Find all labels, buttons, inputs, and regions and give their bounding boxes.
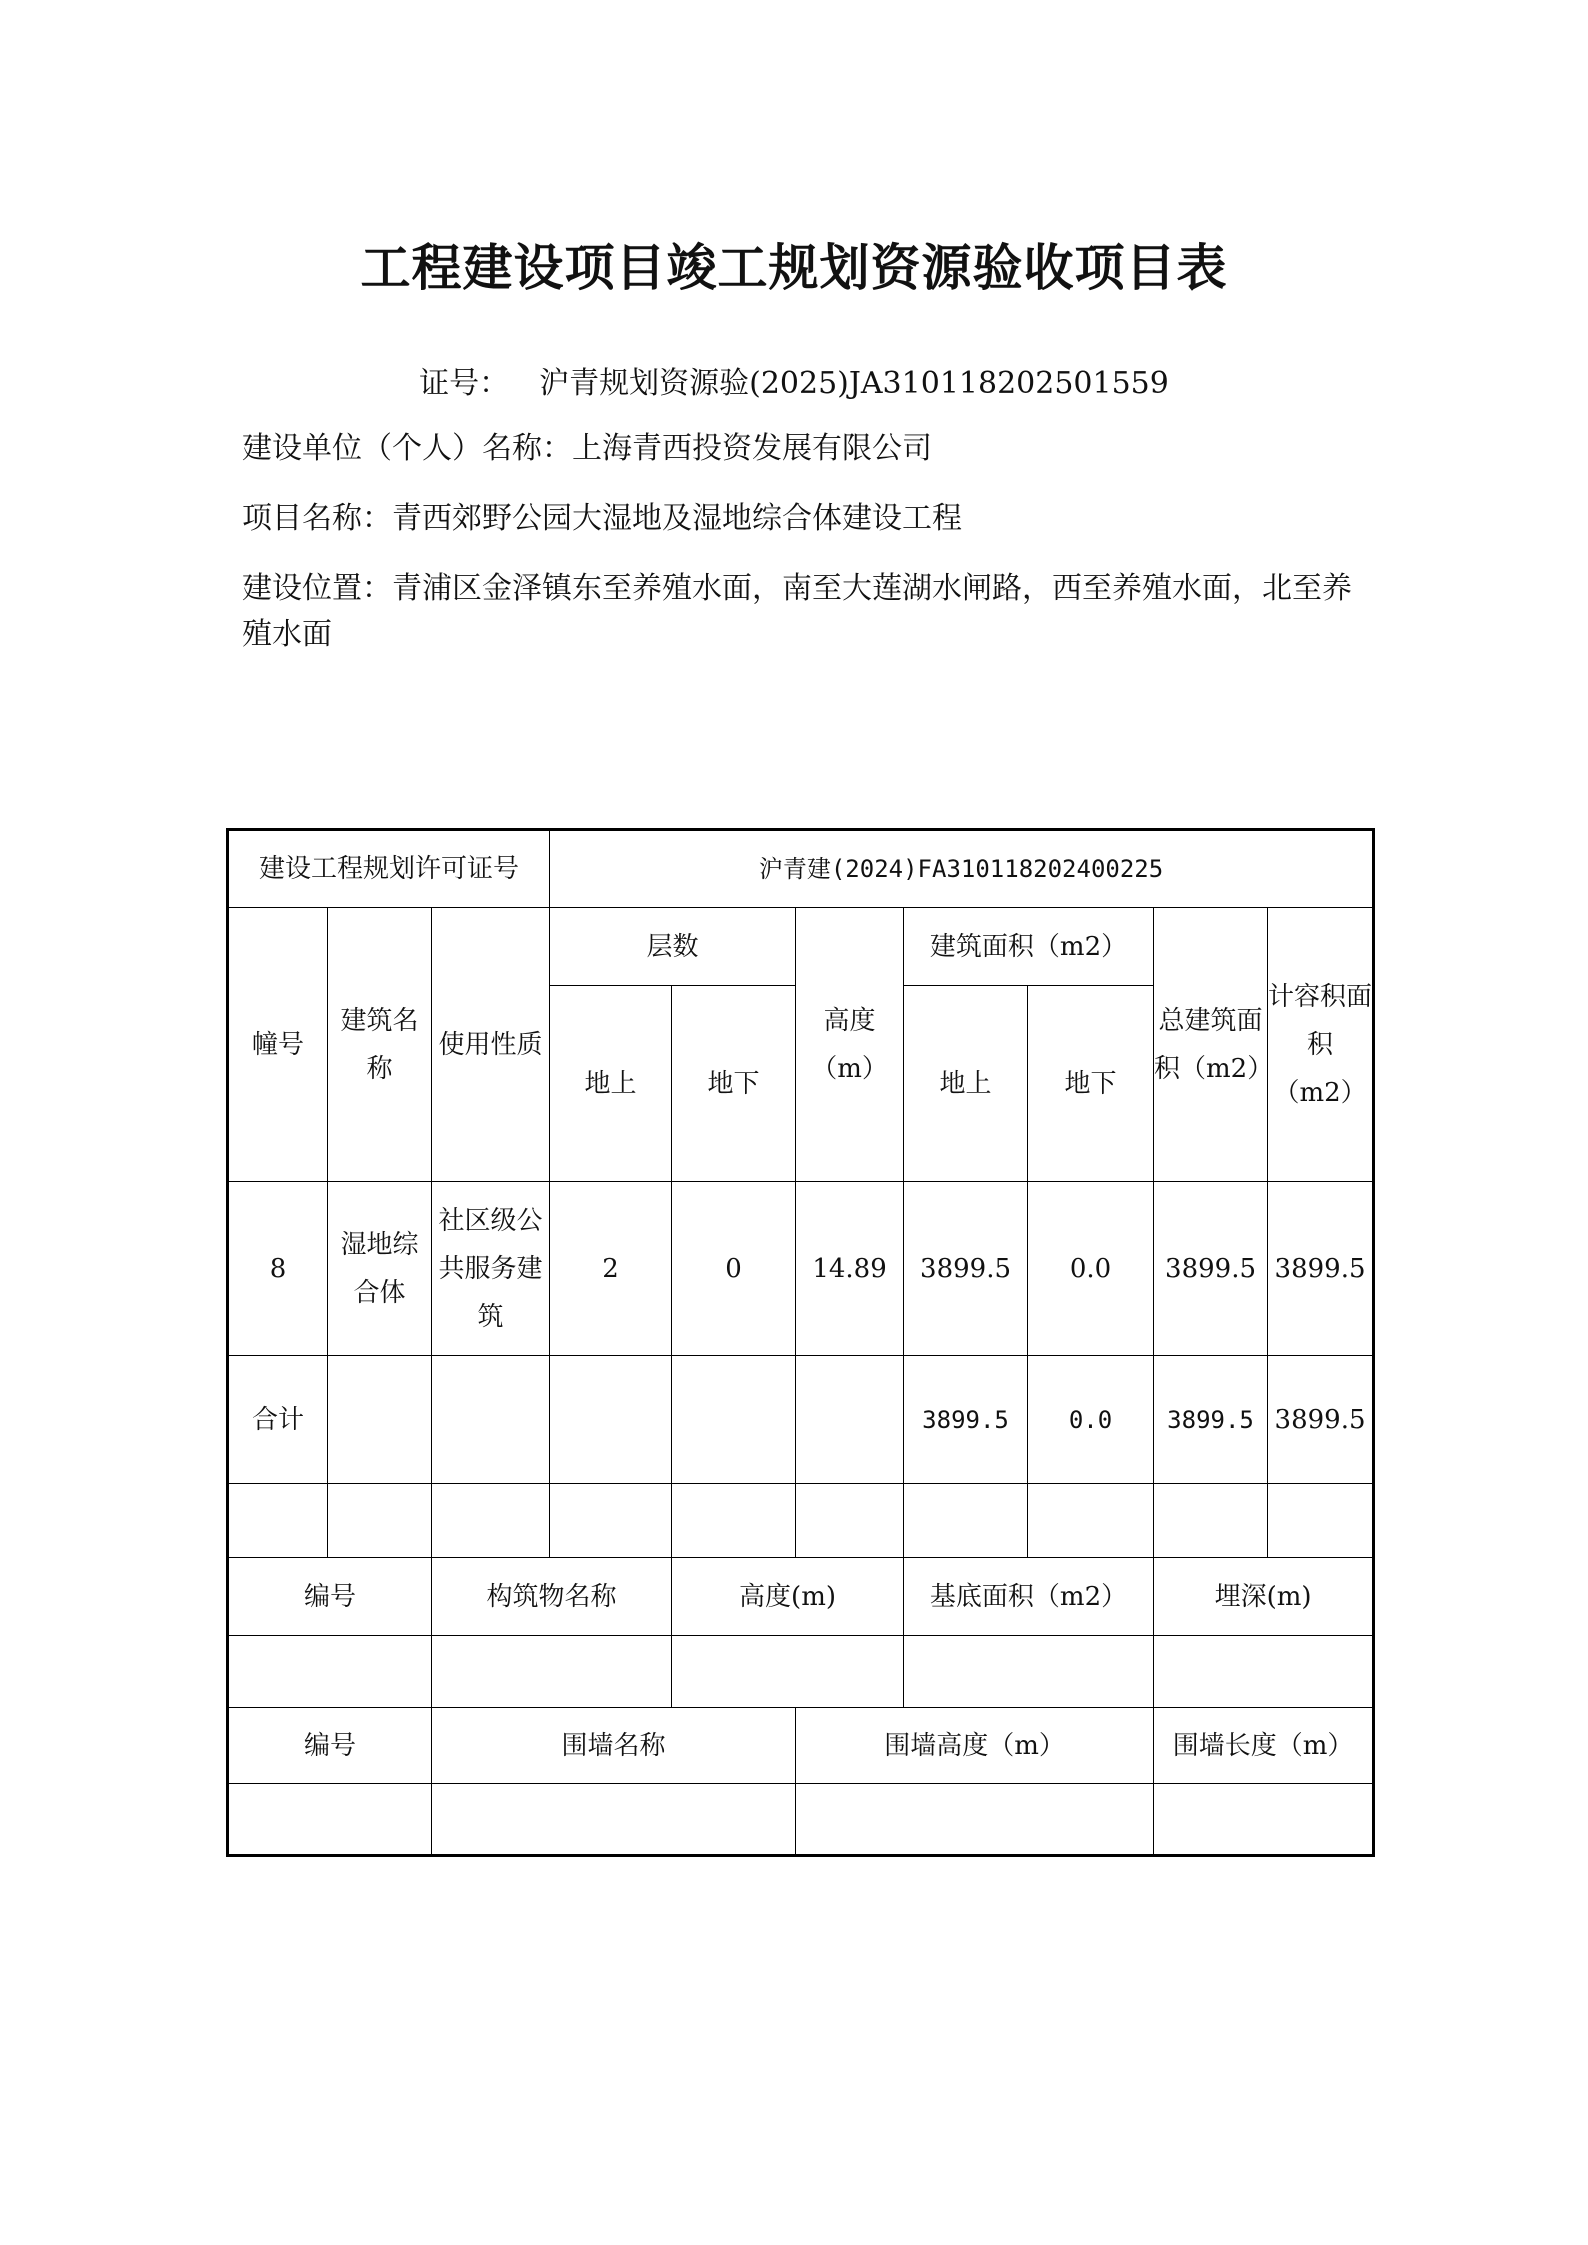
header-row-1 — [228, 908, 1374, 986]
cell-far-area: 3899.5 — [1268, 1182, 1374, 1356]
permit-row — [228, 830, 1374, 908]
building-row — [228, 1182, 1374, 1356]
empty-cell — [432, 1636, 672, 1708]
total-empty-3 — [550, 1356, 672, 1484]
wall-header-name: 围墙名称 — [432, 1708, 796, 1784]
cell-area-above: 3899.5 — [904, 1182, 1028, 1356]
header-building-name: 建筑名称 — [328, 908, 432, 1182]
certificate-number: 沪青规划资源验(2025)JA310118202501559 — [539, 366, 1169, 401]
empty-cell — [672, 1636, 904, 1708]
header-area-below: 地下 — [1028, 986, 1154, 1182]
construction-location-value: 青浦区金泽镇东至养殖水面，南至大莲湖水闸路，西至养殖水面，北至养殖水面 — [242, 571, 1352, 652]
total-far-area: 3899.5 — [1268, 1356, 1374, 1484]
header-floor-area: 建筑面积（m2） — [904, 908, 1154, 986]
total-total-area: 3899.5 — [1154, 1356, 1268, 1484]
header-area-above: 地上 — [904, 986, 1028, 1182]
construction-location-label: 建设位置： — [242, 571, 392, 606]
total-empty-1 — [328, 1356, 432, 1484]
total-row — [228, 1356, 1374, 1484]
total-label: 合计 — [228, 1356, 328, 1484]
empty-row — [228, 1484, 1374, 1558]
header-usage: 使用性质 — [432, 908, 550, 1182]
total-empty-4 — [672, 1356, 796, 1484]
empty-cell — [1028, 1484, 1154, 1558]
empty-cell — [796, 1484, 904, 1558]
header-floors-above: 地上 — [550, 986, 672, 1182]
cell-floors-above: 2 — [550, 1182, 672, 1356]
total-empty-5 — [796, 1356, 904, 1484]
structure-header-name: 构筑物名称 — [432, 1558, 672, 1636]
empty-cell — [904, 1484, 1028, 1558]
header-floors-below: 地下 — [672, 986, 796, 1182]
project-name-value: 青西郊野公园大湿地及湿地综合体建设工程 — [392, 501, 962, 536]
empty-cell — [228, 1784, 432, 1856]
structure-empty-row — [228, 1636, 1374, 1708]
structure-header-no: 编号 — [228, 1558, 432, 1636]
cell-area-below: 0.0 — [1028, 1182, 1154, 1356]
total-area-above: 3899.5 — [904, 1356, 1028, 1484]
cell-height: 14.89 — [796, 1182, 904, 1356]
empty-cell — [228, 1636, 432, 1708]
empty-cell — [1154, 1484, 1268, 1558]
header-height: 高度（m） — [796, 908, 904, 1182]
wall-header-no: 编号 — [228, 1708, 432, 1784]
permit-label: 建设工程规划许可证号 — [228, 830, 550, 908]
wall-header-row — [228, 1708, 1374, 1784]
wall-empty-row — [228, 1784, 1374, 1856]
structure-header-height: 高度(m) — [672, 1558, 904, 1636]
empty-cell — [228, 1484, 328, 1558]
permit-number: 沪青建(2024)FA310118202400225 — [550, 830, 1374, 908]
empty-cell — [328, 1484, 432, 1558]
project-name-label: 项目名称： — [242, 501, 392, 536]
empty-cell — [550, 1484, 672, 1558]
page-title: 工程建设项目竣工规划资源验收项目表 — [360, 238, 1228, 297]
empty-cell — [1268, 1484, 1374, 1558]
empty-cell — [432, 1784, 796, 1856]
total-area-below: 0.0 — [1028, 1356, 1154, 1484]
construction-unit-label: 建设单位（个人）名称： — [242, 431, 572, 466]
construction-unit-value: 上海青西投资发展有限公司 — [572, 431, 932, 466]
project-name-line — [242, 496, 1362, 542]
cell-building-name: 湿地综合体 — [328, 1182, 432, 1356]
cell-usage: 社区级公共服务建筑 — [432, 1182, 550, 1356]
empty-cell — [904, 1636, 1154, 1708]
cell-floors-below: 0 — [672, 1182, 796, 1356]
construction-location-line — [242, 566, 1362, 658]
construction-unit-line — [242, 426, 1362, 472]
wall-header-height: 围墙高度（m） — [796, 1708, 1154, 1784]
header-total-area: 总建筑面积（m2） — [1154, 908, 1268, 1182]
empty-cell — [432, 1484, 550, 1558]
acceptance-table — [226, 828, 1375, 1857]
structure-header-base-area: 基底面积（m2） — [904, 1558, 1154, 1636]
certificate-line — [0, 358, 1588, 402]
header-building-no: 幢号 — [228, 908, 328, 1182]
structure-header-depth: 埋深(m) — [1154, 1558, 1374, 1636]
wall-header-length: 围墙长度（m） — [1154, 1708, 1374, 1784]
total-empty-2 — [432, 1356, 550, 1484]
empty-cell — [1154, 1784, 1374, 1856]
header-far-area: 计容积面积（m2） — [1268, 908, 1374, 1182]
cell-building-no: 8 — [228, 1182, 328, 1356]
empty-cell — [672, 1484, 796, 1558]
empty-cell — [1154, 1636, 1374, 1708]
structure-header-row — [228, 1558, 1374, 1636]
cell-total-area: 3899.5 — [1154, 1182, 1268, 1356]
header-floors: 层数 — [550, 908, 796, 986]
empty-cell — [796, 1784, 1154, 1856]
certificate-label: 证号： — [419, 366, 510, 401]
